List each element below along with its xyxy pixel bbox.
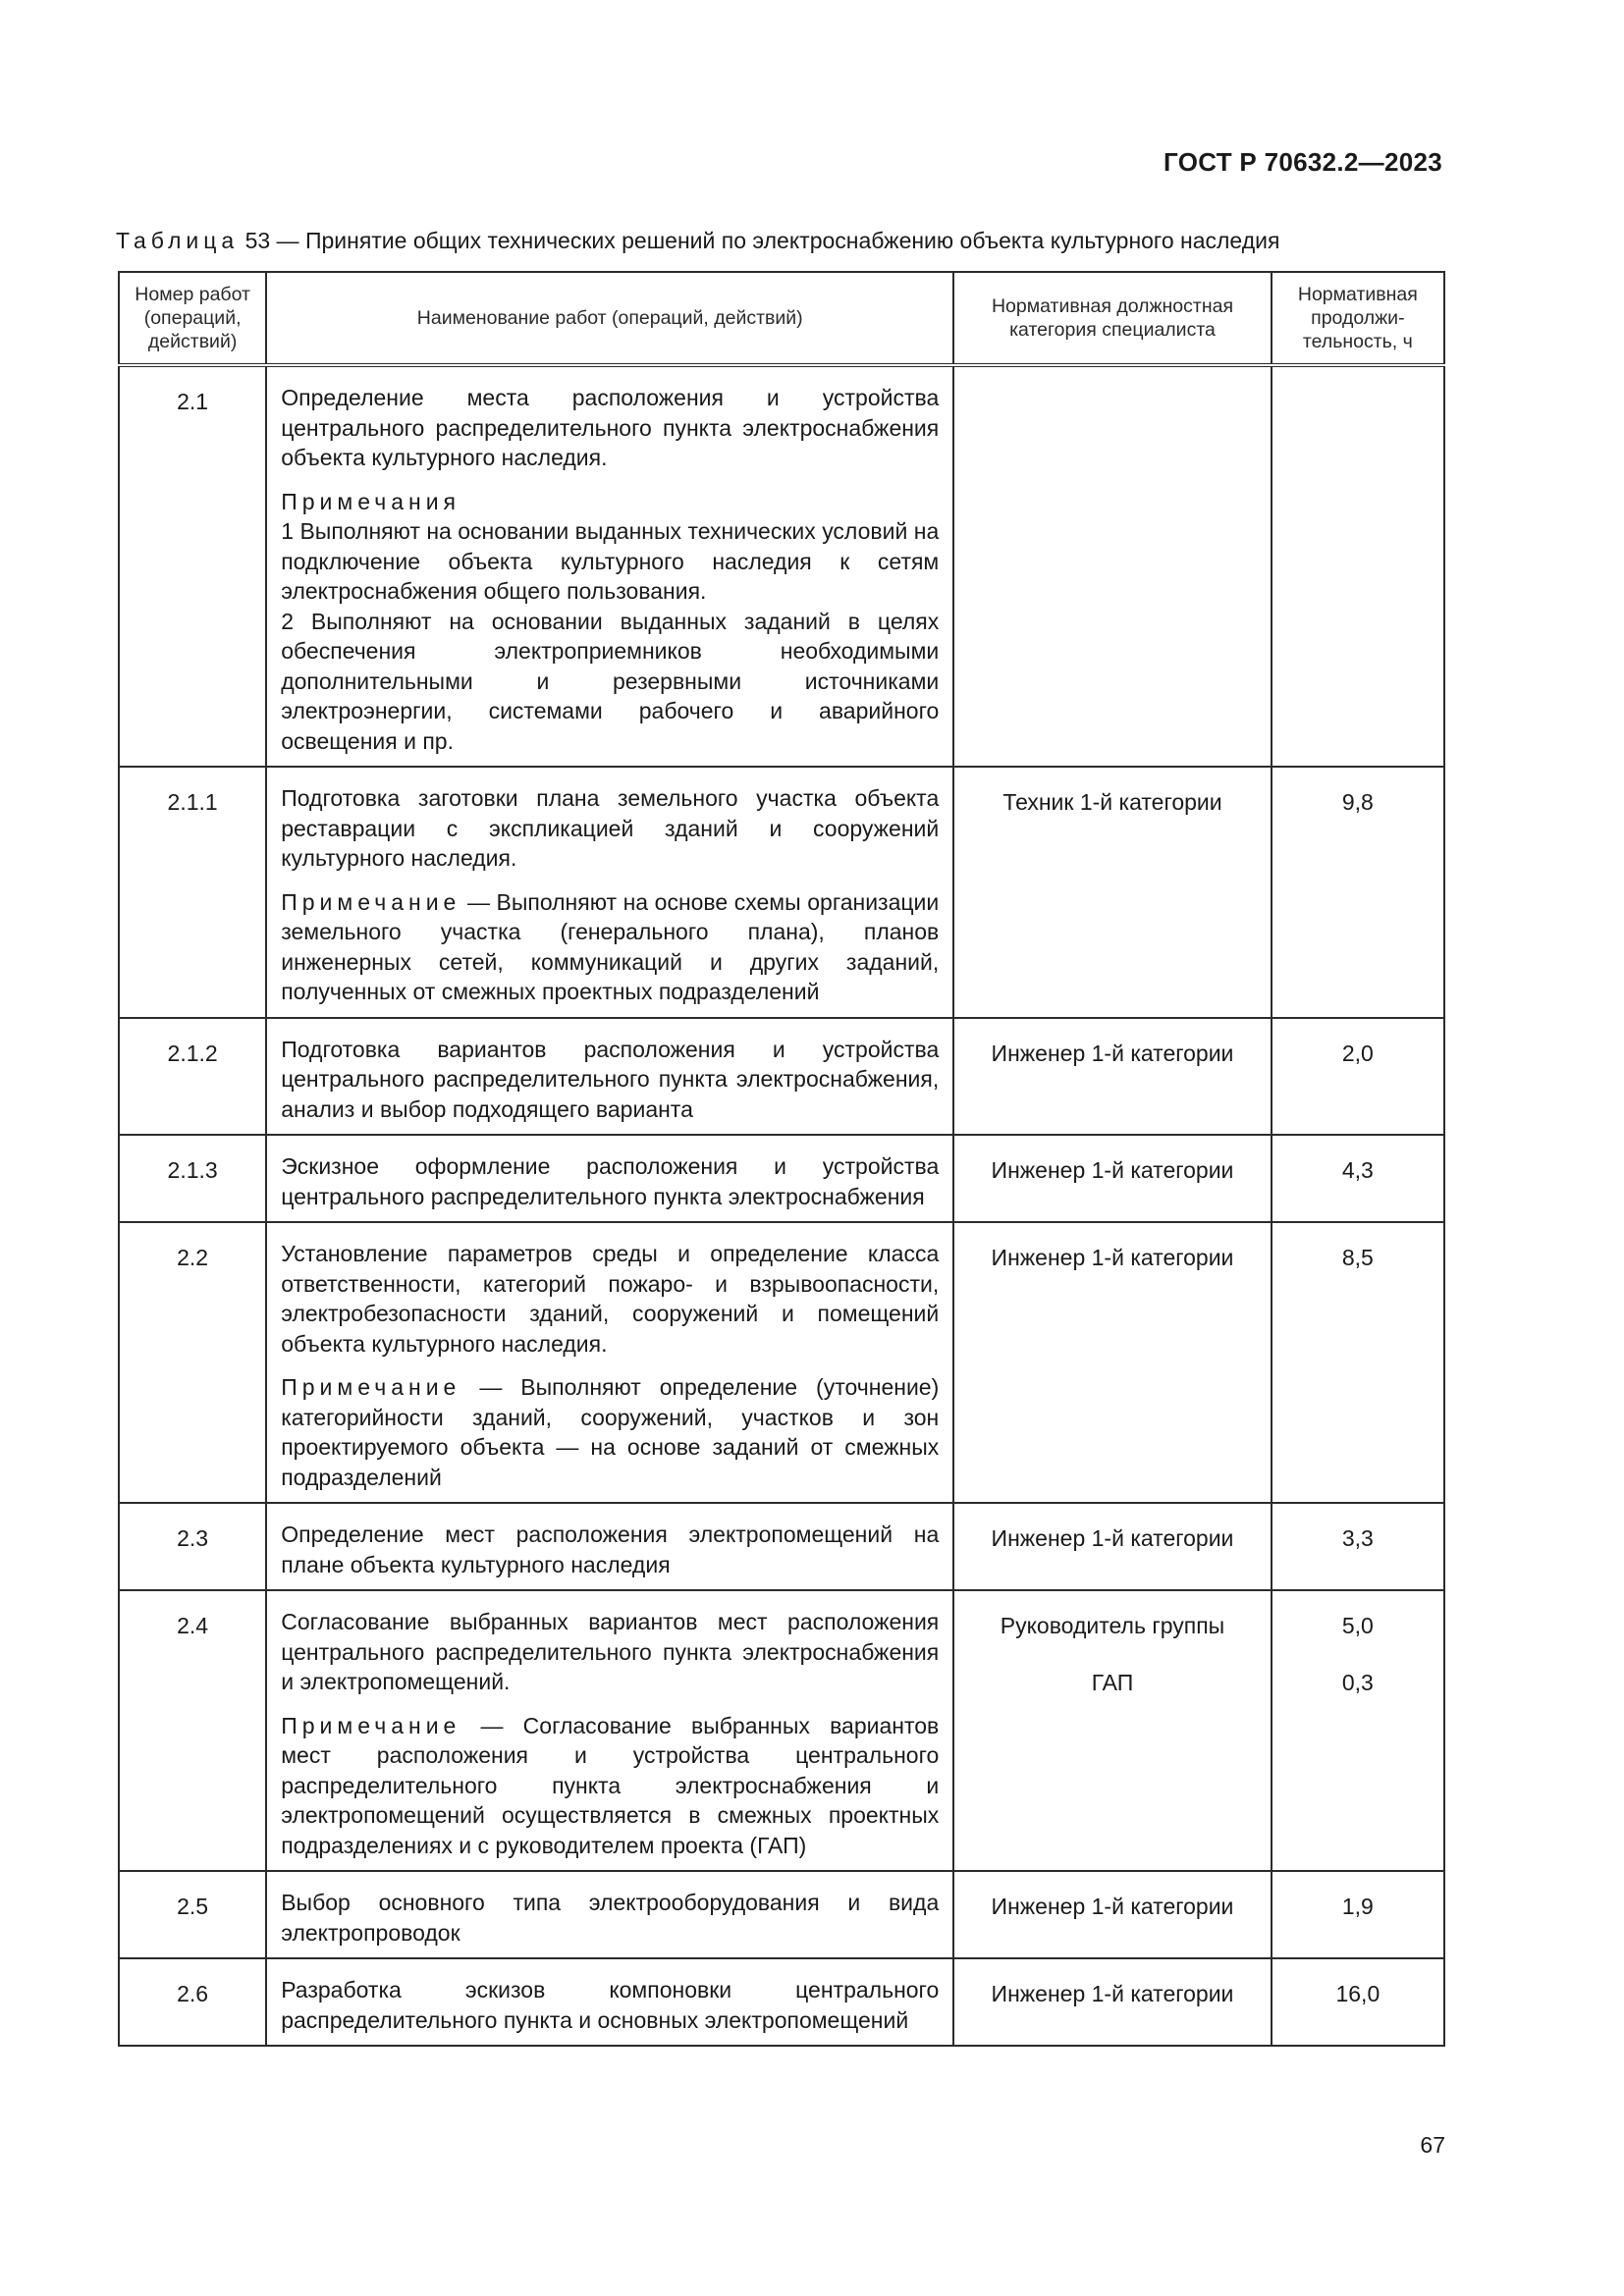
work-text: Определение мест расположения электропомещений на плане объекта культурного наследия [281,1522,940,1577]
row-number: 2.1 [119,365,266,767]
row-number: 2.4 [119,1590,266,1871]
row-category: Инженер 1-й категории [953,1503,1271,1590]
work-note [281,1372,939,1492]
work-note [281,487,939,757]
work-text: Подготовка вариантов расположения и устройства центрального распределительного пункта электроснабжения, анализ и выбор подходящего варианта [281,1036,940,1122]
note-text: — Выполняют определение (уточнение) категорийности зданий, сооружений, участков и зон проектируемого объекта — на основе заданий от смежных подразделений [281,1374,940,1490]
category-line: Руководитель группы [1000,1613,1225,1638]
work-note [281,887,939,1007]
row-duration: 4,3 [1272,1135,1444,1222]
table-header-row [119,272,1444,365]
note-title: Примечание [281,1712,461,1738]
table-row [119,1222,1444,1503]
note-title: Примечание [281,888,461,915]
row-work-name [266,1503,953,1590]
row-number: 2.1.3 [119,1135,266,1222]
work-text: Разработка эскизов компоновки центрального распределительного пункта и основных электропомещений [281,1977,940,2033]
note-line: 1 Выполняют на основании выданных технических условий на подключение объекта культурного наследия к сетям электроснабжения общего пользования. [281,518,940,604]
table-caption-prefix: Таблица [116,228,240,253]
row-work-name [266,1222,953,1503]
row-category: Инженер 1-й категории [953,1871,1271,1958]
table-caption-text: 53 — Принятие общих технических решений по электроснабжению объекта культурного наследия [244,228,1280,253]
row-duration: 2,0 [1272,1018,1444,1136]
note-text: — Согласование выбранных вариантов мест расположения и устройства центрального распределительного пункта электроснабжения и электропомещений осуществляется в смежных проектных подразделениях и с руководителем проекта (ГАП) [281,1712,940,1858]
row-number: 2.5 [119,1871,266,1958]
header-duration: Нормативная продолжи-тельность, ч [1272,272,1444,365]
table-caption [116,228,1279,254]
note-line: 2 Выполняют на основании выданных заданий в целях обеспечения электроприемников необходимыми дополнительными и резервными источниками электроэнергии, системами рабочего и аварийного освещения и пр. [281,608,940,754]
table-row [119,365,1444,767]
note-title: Примечания [281,488,461,514]
work-text: Подготовка заготовки плана земельного участка объекта реставрации с экспликацией зданий и сооружений культурного наследия. [281,785,940,871]
duration-line: 0,3 [1341,1670,1374,1695]
row-duration: 16,0 [1272,1958,1444,2046]
note-text: — Выполняют на основе схемы организации земельного участка (генерального плана), планов инженерных сетей, коммуникаций и других заданий, полученных от смежных проектных подразделений [281,888,940,1004]
row-category: Инженер 1-й категории [953,1135,1271,1222]
row-number: 2.1.1 [119,767,266,1018]
row-work-name [266,767,953,1018]
row-work-name [266,1958,953,2046]
table-row [119,1958,1444,2046]
header-num: Номер работ (операций, действий) [119,272,266,365]
document-code: ГОСТ Р 70632.2—2023 [1164,147,1442,177]
category-line: ГАП [1091,1670,1134,1695]
row-category: Инженер 1-й категории [953,1222,1271,1503]
row-category [953,1590,1271,1871]
table-row [119,1135,1444,1222]
row-number: 2.2 [119,1222,266,1503]
header-name: Наименование работ (операций, действий) [266,272,953,365]
row-work-name [266,365,953,767]
page-number: 67 [1420,2132,1445,2158]
work-text: Выбор основного типа электрооборудования и вида электропроводок [281,1890,940,1946]
row-category: Техник 1-й категории [953,767,1271,1018]
row-duration: 9,8 [1272,767,1444,1018]
row-duration [1272,1590,1444,1871]
header-category: Нормативная должностная категория специалиста [953,272,1271,365]
table-row [119,1018,1444,1136]
work-text: Определение места расположения и устройства центрального распределительного пункта электроснабжения объекта культурного наследия. [281,385,940,470]
duration-line: 5,0 [1341,1613,1374,1638]
row-category: Инженер 1-й категории [953,1958,1271,2046]
row-duration [1272,365,1444,767]
table-row [119,1503,1444,1590]
note-title: Примечание [281,1374,461,1400]
row-work-name [266,1590,953,1871]
row-category [953,365,1271,767]
table-row [119,1871,1444,1958]
work-text: Согласование выбранных вариантов мест расположения центрального распределительного пункта электроснабжения и электропомещений. [281,1609,940,1694]
row-work-name [266,1871,953,1958]
works-table [118,271,1445,2047]
row-work-name [266,1135,953,1222]
work-note [281,1711,939,1861]
work-text: Эскизное оформление расположения и устройства центрального распределительного пункта электроснабжения [281,1153,940,1209]
row-number: 2.1.2 [119,1018,266,1136]
table-row [119,767,1444,1018]
row-number: 2.3 [119,1503,266,1590]
row-number: 2.6 [119,1958,266,2046]
row-duration: 8,5 [1272,1222,1444,1503]
work-text: Установление параметров среды и определение класса ответственности, категорий пожаро- и взрывоопасности, электробезопасности зданий, сооружений и помещений объекта культурного наследия. [281,1241,940,1357]
row-category: Инженер 1-й категории [953,1018,1271,1136]
row-work-name [266,1018,953,1136]
row-duration: 1,9 [1272,1871,1444,1958]
table-row [119,1590,1444,1871]
row-duration: 3,3 [1272,1503,1444,1590]
